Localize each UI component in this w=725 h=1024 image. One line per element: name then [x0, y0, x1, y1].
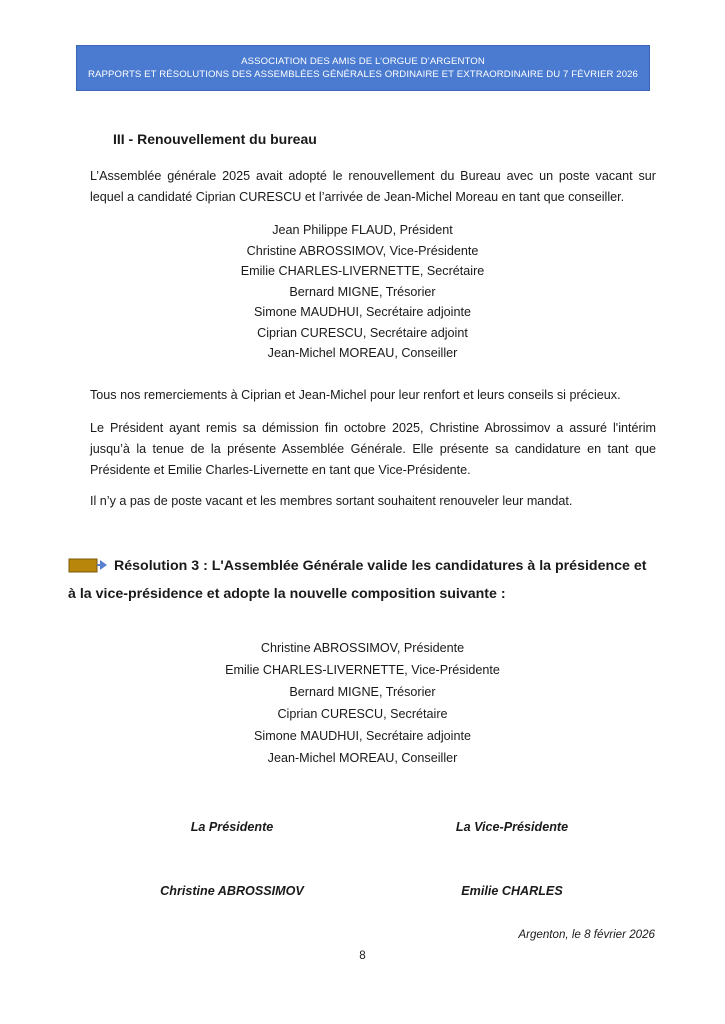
- paragraph-thanks: Tous nos remerciements à Ciprian et Jean-Michel pour leur renfort et leurs conseils si précieux.: [90, 388, 621, 402]
- paragraph-no-vacancy: Il n’y a pas de poste vacant et les membres sortant souhaitent renouveler leur mandat.: [90, 494, 573, 508]
- resolution-3: [68, 554, 658, 606]
- list-item: Christine ABROSSIMOV, Vice-Présidente: [246, 243, 479, 258]
- list-item: Jean Philippe FLAUD, Président: [272, 223, 453, 237]
- arrow-right-icon: [68, 556, 108, 582]
- paragraph-resignation: Le Président ayant remis sa démission fin octobre 2025, Christine Abrossimov a assuré l'intérim jusqu’à la tenue de la présente Assemblée Générale. Elle présente sa candidature en tant que Présidente et Emilie Charles-Livernette en tant que Vice-Présidente.: [90, 421, 656, 477]
- section-title: III - Renouvellement du bureau: [113, 131, 317, 147]
- signature-role-president: La Présidente: [190, 820, 274, 834]
- list-item: Jean-Michel MOREAU, Conseiller: [267, 751, 458, 765]
- signature-role-vice-president: La Vice-Présidente: [455, 820, 569, 834]
- header-line-2: RAPPORTS ET RÉSOLUTIONS DES ASSEMBLÉES GÉNÉRALES ORDINAIRE ET EXTRAORDINAIRE DU 7 FÉVRIER 2026: [88, 69, 638, 80]
- bureau-new-list: [0, 637, 725, 769]
- list-item: Emilie CHARLES-LIVERNETTE, Vice-Présidente: [225, 663, 500, 677]
- document-date: Argenton, le 8 février 2026: [518, 928, 655, 941]
- page-number: 8: [359, 949, 366, 962]
- list-item: Bernard MIGNE, Trésorier: [289, 284, 436, 299]
- list-item: Christine ABROSSIMOV, Présidente: [260, 641, 465, 655]
- paragraph-intro: L’Assemblée générale 2025 avait adopté le renouvellement du Bureau avec un poste vacant sur lequel a candidaté Ciprian CURESCU et l’arrivée de Jean-Michel Moreau en tant que conseiller.: [90, 169, 656, 204]
- signature-name-vice-president: Emilie CHARLES: [461, 884, 563, 898]
- list-item: Emilie CHARLES-LIVERNETTE, Secrétaire: [240, 264, 485, 278]
- resolution-text: Résolution 3 : L'Assemblée Générale valide les candidatures à la présidence et à la vice-présidence et adopte la nouvelle composition suivante :: [68, 558, 647, 602]
- list-item: Simone MAUDHUI, Secrétaire adjointe: [254, 729, 471, 743]
- signature-name-president: Christine ABROSSIMOV: [160, 884, 304, 898]
- list-item: Ciprian CURESCU, Secrétaire: [277, 707, 448, 721]
- list-item: Jean-Michel MOREAU, Conseiller: [267, 346, 458, 360]
- header-line-1: ASSOCIATION DES AMIS DE L’ORGUE D’ARGENTON: [241, 56, 485, 67]
- bureau-2025-list: [0, 220, 725, 364]
- list-item: Bernard MIGNE, Trésorier: [289, 685, 436, 699]
- document-header: [76, 45, 650, 91]
- list-item: Ciprian CURESCU, Secrétaire adjoint: [257, 325, 468, 340]
- list-item: Simone MAUDHUI, Secrétaire adjointe: [254, 305, 471, 319]
